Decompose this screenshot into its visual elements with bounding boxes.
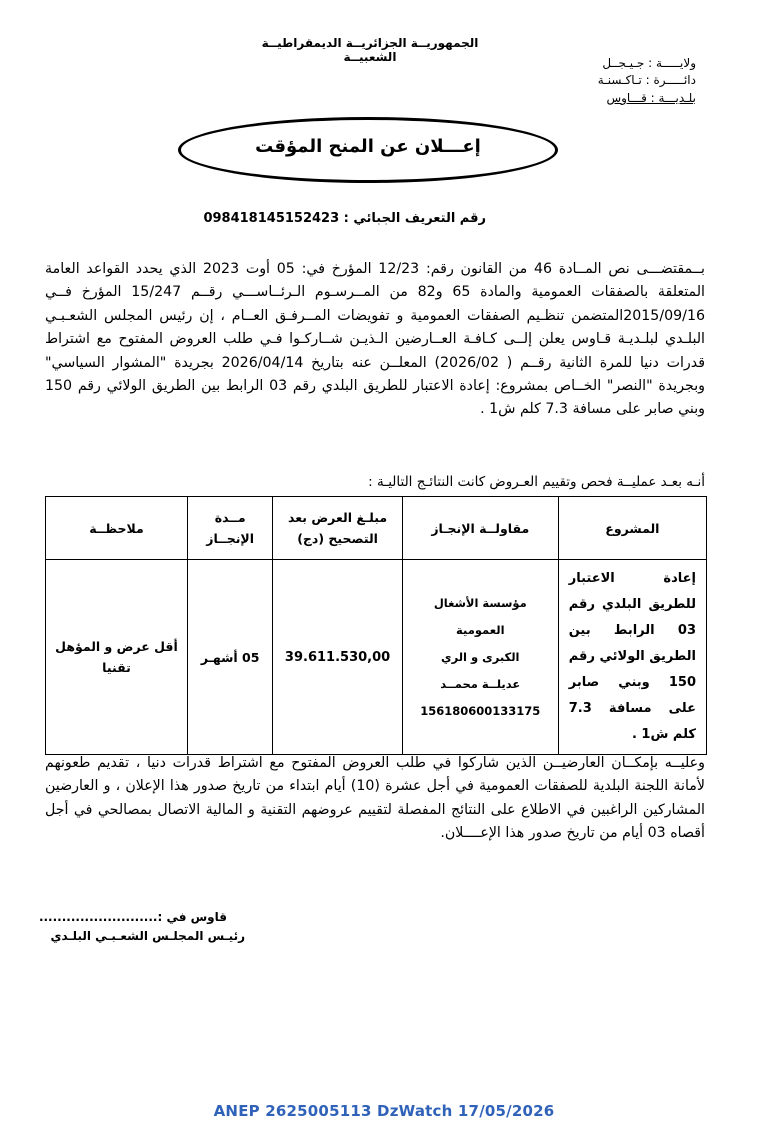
cell-note: أقل عرض و المؤهل تقنيا [46,560,188,755]
republic-header: الجمهوريــة الجزائريــة الديمقراطيــة الشعبيــة [261,36,479,64]
publication-footer: ANEP 2625005113 DzWatch 17/05/2026 [213,1102,555,1120]
results-table [45,496,707,755]
table-row [46,560,707,755]
appeal-paragraph: وعليــه بإمكــان العارضيــن الذين شاركوا في طلب العروض المفتوح مع اشتراط قدرات دنيا ، تقديم طعونهم لأمانة اللجنة البلدية للصفقات العمومية في أجل عشرة (10) أيام ابتداء من تاريخ صدور هذا الإعلان ، و العارضين المشاركين الراغبين في الاطلاع على النتائج المفصلة لتقييم عروضهم التقنية و المالية الاتصال بمصالحي في أجل أقصاه 03 أيام من تاريخ صدور هذا الإعــــلان. [45,755,705,842]
header-duration: مــدة الإنجــاز [187,497,272,560]
fiscal-id: رقم التعريف الجبائي : 098418145152423 [203,211,486,226]
contractor-name: مؤسسة الأشغال العمومية [433,595,527,637]
contractor-id: 156180600133175 [420,703,541,718]
contractor-name-2: الكبرى و الري [441,649,520,664]
cell-duration: 05 أشهـر [187,560,272,755]
signature-title: رئيـس المجلـس الشعـبـي البلـدي [50,929,245,943]
results-intro: أنـه بعـد عمليــة فحص وتقييم العـروض كانت النتائـج التاليـة : [368,474,705,490]
legal-basis-paragraph: بــمقتضـــى نص المــادة 46 من القانون رقم: 12/23 المؤرخ في: 05 أوت 2023 الذي يحدد القواعد العامة المتعلقة بالصفقات العمومية والمادة 65 و82 من المــرسـوم الـرئــاســـي رقــم 15/247 المؤرخ فــي 2015/09/16المتضمن تنظـيم الصفقات العمومية و تفويضات المــرفـق العــام ، إن رئيس المجلس الشعـبـي البلـدي لبلـديـة قـاوس يعلن إلــى كـافـة العــارضين الـذيـن شــاركـوا فـي طلب العروض المفتوح مع اشتراط قدرات دنيا للمرة الثانية رقــم ( 2026/02) المعلــن عنه بتاريخ 2026/04/14 بجريدة "المشوار السياسي" وبجريدة "النصر" الخــاص بمشروع: إعادة الاعتبار للطريق البلدي رقم 03 الرابط بين الطريق الولائي رقم 150 وبني صابر على مسافة 7.3 كلم ش1 . [45,261,705,418]
wilaya-line: ولايـــــة : جـيـجــل [602,56,696,70]
cell-project: إعادة الاعتبار للطريق البلدي رقم 03 الرابط بين الطريق الولائي رقم 150 وبني صابر على مسافة 7.3 كلم ش1 . [558,560,706,755]
header-amount: مبلـغ العرض بعد التصحيح (دج) [273,497,403,560]
header-project: المشروع [558,497,706,560]
contractor-person: عديلــة محمــد [440,676,521,691]
commune-line: بلـديـــة : قـــاوس [606,91,696,105]
cell-contractor [402,560,558,755]
header-contractor: مقاولــة الإنجـاز [402,497,558,560]
table-header-row [46,497,707,560]
header-note: ملاحظــة [46,497,188,560]
daira-line: دائـــــرة : تـاكـسنـة [597,73,696,87]
announcement-title: إعـــلان عن المنح المؤقت [255,136,481,157]
signature-place: قاوس في :.......................... [38,910,227,924]
cell-amount: 39.611.530,00 [273,560,403,755]
